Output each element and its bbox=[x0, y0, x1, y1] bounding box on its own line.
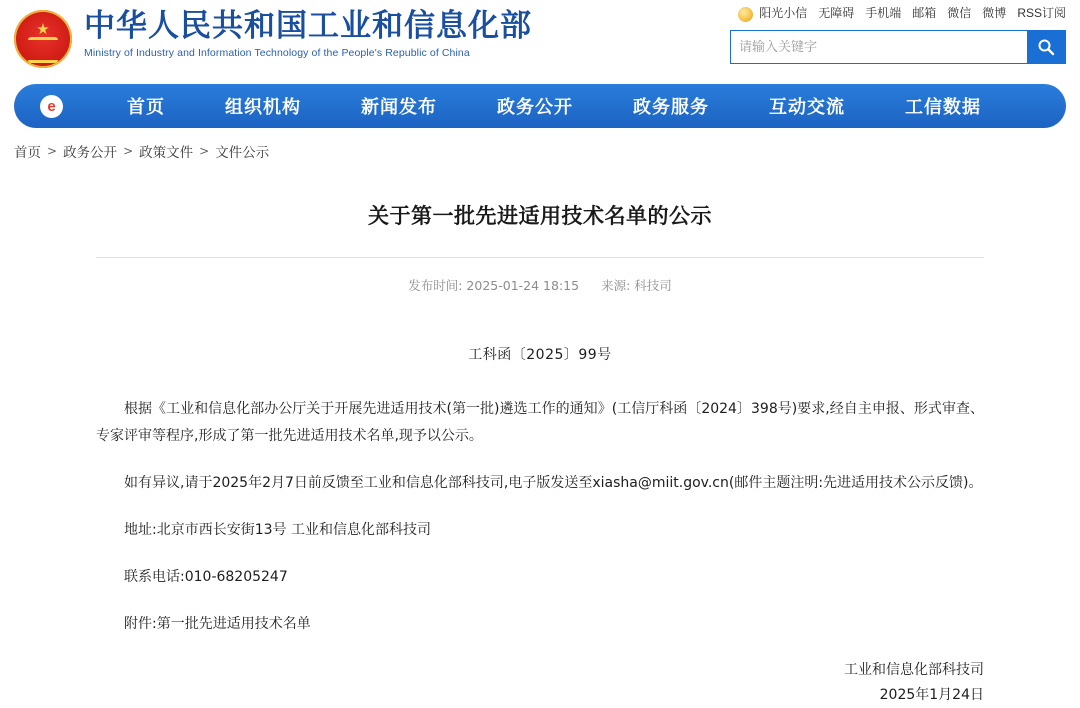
article-body bbox=[96, 342, 984, 708]
paragraph-objection: 如有异议,请于2025年2月7日前反馈至工业和信息化部科技司,电子版发送至xiasha@miit.gov.cn(邮件主题注明:先进适用技术公示反馈)。 bbox=[124, 475, 983, 491]
source-value: 科技司 bbox=[634, 278, 672, 293]
publish-time-group bbox=[408, 276, 579, 294]
search-input[interactable] bbox=[731, 31, 1027, 63]
national-emblem-icon bbox=[14, 10, 72, 68]
site-header bbox=[0, 0, 1080, 84]
nav-item-news[interactable]: 新闻发布 bbox=[361, 97, 437, 118]
source-group bbox=[601, 276, 672, 294]
brand-text bbox=[84, 8, 532, 60]
utility-link-rss[interactable]: RSS订阅 bbox=[1017, 6, 1066, 20]
breadcrumb-item-home[interactable]: 首页 bbox=[14, 145, 41, 161]
breadcrumb-item-policy-documents[interactable]: 政策文件 bbox=[139, 145, 194, 161]
publish-time-value: 2025-01-24 18:15 bbox=[466, 278, 580, 293]
document-number: 工科函〔2025〕99号 bbox=[468, 347, 612, 363]
breadcrumb-separator: > bbox=[47, 144, 58, 158]
nav-item-home[interactable]: 首页 bbox=[127, 97, 165, 118]
search-icon bbox=[1037, 38, 1055, 56]
publish-time-label: 发布时间: bbox=[408, 278, 463, 293]
nav-item-data[interactable]: 工信数据 bbox=[905, 97, 981, 118]
nav-item-services[interactable]: 政务服务 bbox=[633, 97, 709, 118]
signature bbox=[96, 658, 984, 708]
nav-logo-icon[interactable]: e bbox=[40, 95, 63, 118]
breadcrumb-separator: > bbox=[199, 144, 210, 158]
brand-title-cn: 中华人民共和国工业和信息化部 bbox=[84, 8, 532, 44]
utility-links bbox=[738, 4, 1066, 21]
brand-title-en: Ministry of Industry and Information Technology of the People's Republic of China bbox=[84, 47, 470, 59]
nav-item-interaction[interactable]: 互动交流 bbox=[769, 97, 845, 118]
emblem-gear-icon bbox=[28, 37, 58, 63]
search-button[interactable] bbox=[1027, 31, 1065, 63]
paragraph-phone: 联系电话:010-68205247 bbox=[124, 569, 288, 585]
paragraph-address: 地址:北京市西长安街13号 工业和信息化部科技司 bbox=[124, 522, 431, 538]
main-nav bbox=[14, 84, 1066, 128]
site-brand[interactable] bbox=[14, 8, 532, 68]
utility-link-wechat[interactable]: 微信 bbox=[947, 6, 972, 20]
search-box bbox=[730, 30, 1066, 64]
article bbox=[96, 161, 984, 708]
nav-item-organization[interactable]: 组织机构 bbox=[225, 97, 301, 118]
breadcrumb-item-document-notice[interactable]: 文件公示 bbox=[215, 145, 270, 161]
utility-link-mail[interactable]: 邮箱 bbox=[912, 6, 937, 20]
signature-date: 2025年1月24日 bbox=[879, 687, 984, 703]
sun-icon bbox=[738, 7, 753, 22]
signature-organization: 工业和信息化部科技司 bbox=[844, 662, 984, 678]
nav-item-government-affairs[interactable]: 政务公开 bbox=[497, 97, 573, 118]
utility-link-weibo[interactable]: 微博 bbox=[982, 6, 1007, 20]
paragraph-attachment: 附件:第一批先进适用技术名单 bbox=[124, 616, 311, 632]
utility-link-mobile[interactable]: 手机端 bbox=[865, 6, 902, 20]
utility-link-sunshine[interactable]: 阳光小信 bbox=[759, 6, 808, 20]
breadcrumb-separator: > bbox=[123, 144, 134, 158]
source-label: 来源: bbox=[601, 278, 631, 293]
paragraph-basis: 根据《工业和信息化部办公厅关于开展先进适用技术(第一批)遴选工作的通知》(工信厅科函〔2024〕398号)要求,经自主申报、形式审查、专家评审等程序,形成了第一批先进适用技术名单,现予以公示。 bbox=[96, 401, 984, 444]
title-divider bbox=[96, 257, 984, 258]
emblem-star-icon: ★ bbox=[36, 21, 50, 38]
breadcrumb bbox=[14, 141, 1066, 161]
breadcrumb-item-government-affairs[interactable]: 政务公开 bbox=[63, 145, 118, 161]
page-title: 关于第一批先进适用技术名单的公示 bbox=[368, 204, 712, 228]
article-meta bbox=[96, 276, 984, 294]
utility-link-accessibility[interactable]: 无障碍 bbox=[818, 6, 855, 20]
